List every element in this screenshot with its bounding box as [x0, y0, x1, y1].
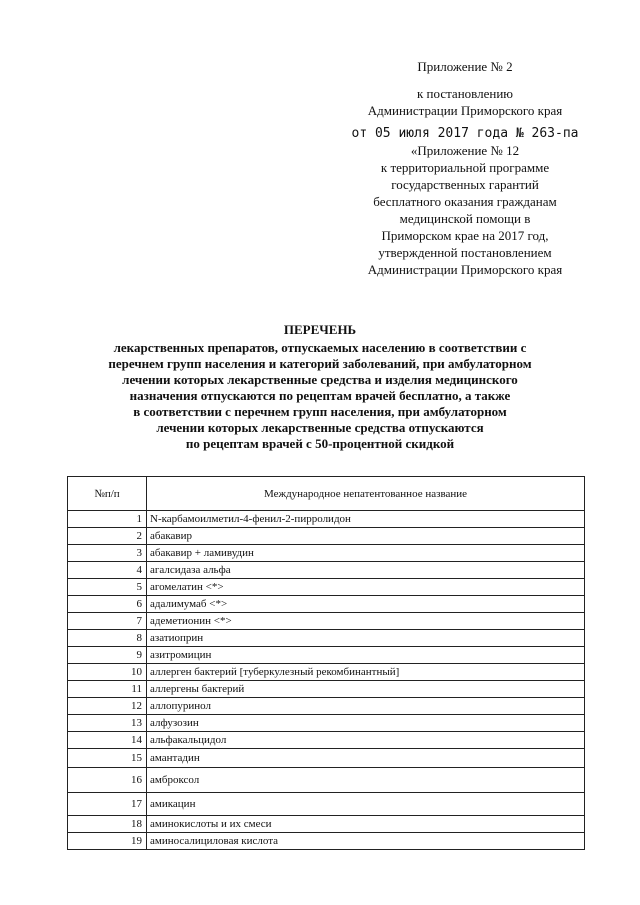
row-number: 8 — [68, 630, 147, 647]
drug-name: абакавир + ламивудин — [147, 545, 585, 562]
program-ref-line: Приморском крае на 2017 год, — [381, 228, 549, 243]
drug-name: агалсидаза альфа — [147, 562, 585, 579]
drug-name: аллопуринол — [147, 698, 585, 715]
row-number: 11 — [68, 681, 147, 698]
drug-name: N-карбамоилметил-4-фенил-2-пирролидон — [147, 511, 585, 528]
row-number: 16 — [68, 768, 147, 793]
table-row — [68, 664, 585, 681]
document-title — [40, 322, 600, 452]
drug-name: аллерген бактерий [туберкулезный рекомбинантный] — [147, 664, 585, 681]
table-row — [68, 613, 585, 630]
drug-name: адеметионин <*> — [147, 613, 585, 630]
table-row — [68, 630, 585, 647]
row-number: 15 — [68, 749, 147, 768]
appendix-number: Приложение № 2 — [417, 59, 513, 74]
column-header-name: Международное непатентованное название — [147, 477, 585, 511]
drug-name: аллергены бактерий — [147, 681, 585, 698]
administration-name: Администрации Приморского края — [367, 103, 563, 118]
program-ref-line: утвержденной постановлением — [378, 245, 552, 260]
drug-name: азитромицин — [147, 647, 585, 664]
row-number: 17 — [68, 793, 147, 816]
table-row — [68, 816, 585, 833]
resolution-date-stamp: от 05 июля 2017 года № 263-па — [351, 126, 579, 141]
table-row — [68, 793, 585, 816]
drug-name: амикацин — [147, 793, 585, 816]
row-number: 6 — [68, 596, 147, 613]
table-row — [68, 768, 585, 793]
table-row — [68, 545, 585, 562]
table-row — [68, 715, 585, 732]
row-number: 14 — [68, 732, 147, 749]
drug-name: абакавир — [147, 528, 585, 545]
program-ref-line: Администрации Приморского края — [367, 262, 563, 277]
program-ref-line: к территориальной программе — [380, 160, 550, 175]
row-number: 4 — [68, 562, 147, 579]
program-ref-line: медицинской помощи в — [399, 211, 531, 226]
program-ref-line: бесплатного оказания гражданам — [373, 194, 557, 209]
table-row — [68, 681, 585, 698]
row-number: 9 — [68, 647, 147, 664]
drug-name: амантадин — [147, 749, 585, 768]
drug-name: адалимумаб <*> — [147, 596, 585, 613]
drug-name: амброксол — [147, 768, 585, 793]
row-number: 10 — [68, 664, 147, 681]
table-row — [68, 562, 585, 579]
table-row — [68, 647, 585, 664]
drug-name: алфузозин — [147, 715, 585, 732]
row-number: 19 — [68, 833, 147, 850]
row-number: 7 — [68, 613, 147, 630]
table-row — [68, 511, 585, 528]
table-header-row — [68, 477, 585, 511]
row-number: 3 — [68, 545, 147, 562]
table-row — [68, 596, 585, 613]
table-row — [68, 528, 585, 545]
drug-name: агомелатин <*> — [147, 579, 585, 596]
drug-name: аминокислоты и их смеси — [147, 816, 585, 833]
row-number: 12 — [68, 698, 147, 715]
title-line: по рецептам врачей с 50-процентной скидкой — [185, 436, 455, 451]
appendix-12-ref: «Приложение № 12 — [410, 143, 520, 158]
drug-list-table — [67, 476, 585, 850]
program-ref-line: государственных гарантий — [391, 177, 539, 192]
title-line: в соответствии с перечнем групп населения, при амбулаторном — [133, 404, 507, 419]
appendix-header — [330, 58, 600, 278]
column-header-number: №п/п — [68, 477, 147, 511]
row-number: 13 — [68, 715, 147, 732]
row-number: 1 — [68, 511, 147, 528]
title-line: лекарственных препаратов, отпускаемых населению в соответствии с — [113, 340, 527, 355]
title-line: лечении которых лекарственные средства отпускаются — [156, 420, 484, 435]
drug-name: альфакальцидол — [147, 732, 585, 749]
row-number: 18 — [68, 816, 147, 833]
table-row — [68, 833, 585, 850]
title-line: перечнем групп населения и категорий заболеваний, при амбулаторном — [108, 356, 532, 371]
table-row — [68, 579, 585, 596]
row-number: 5 — [68, 579, 147, 596]
resolution-ref: к постановлению — [416, 86, 514, 101]
title-line: лечении которых лекарственные средства и изделия медицинского — [122, 372, 518, 387]
title-line: назначения отпускаются по рецептам врачей бесплатно, а также — [129, 388, 511, 403]
row-number: 2 — [68, 528, 147, 545]
table-row — [68, 732, 585, 749]
drug-name: азатиоприн — [147, 630, 585, 647]
drug-name: аминосалициловая кислота — [147, 833, 585, 850]
table-row — [68, 698, 585, 715]
table-row — [68, 749, 585, 768]
title-heading: ПЕРЕЧЕНЬ — [283, 322, 357, 337]
